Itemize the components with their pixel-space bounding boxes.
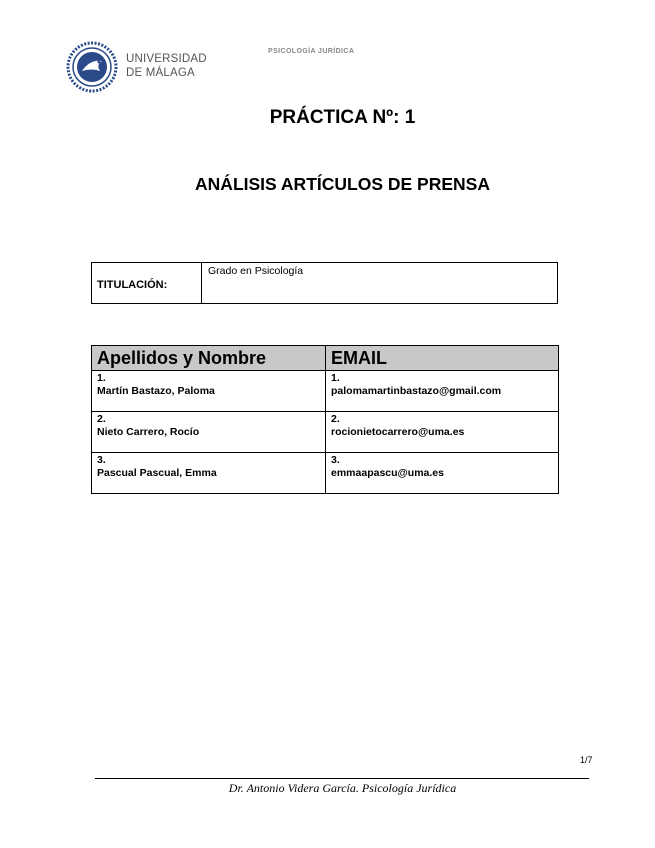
degree-table bbox=[91, 262, 558, 304]
university-name bbox=[126, 52, 207, 80]
degree-label-cell bbox=[92, 263, 202, 304]
university-line-2: DE MÁLAGA bbox=[126, 67, 195, 79]
header-subject: PSICOLOGÍA JURÍDICA bbox=[268, 48, 355, 55]
degree-label: TITULACIÓN: bbox=[97, 279, 168, 291]
footer-text: Dr. Antonio Videra García. Psicología Jurídica bbox=[228, 781, 457, 795]
member-number: 3. bbox=[97, 454, 106, 466]
member-name: Nieto Carrero, Rocío bbox=[97, 426, 200, 438]
header-name: Apellidos y Nombre bbox=[92, 346, 326, 371]
page-number: 1/7 bbox=[580, 755, 593, 765]
table-row bbox=[92, 412, 559, 453]
member-email-cell bbox=[326, 371, 559, 412]
header-email: EMAIL bbox=[326, 346, 559, 371]
members-header-row bbox=[92, 346, 559, 371]
university-seal-icon bbox=[66, 41, 118, 93]
members-table bbox=[91, 345, 559, 494]
member-email-cell bbox=[326, 453, 559, 494]
member-email-cell bbox=[326, 412, 559, 453]
degree-value: Grado en Psicología bbox=[202, 263, 558, 304]
member-name-cell bbox=[92, 371, 326, 412]
practice-title: PRÁCTICA Nº: 1 bbox=[269, 107, 416, 128]
email-number: 2. bbox=[331, 413, 340, 425]
member-name: Martín Bastazo, Paloma bbox=[97, 385, 215, 397]
footer-divider bbox=[95, 778, 589, 779]
member-name-cell bbox=[92, 412, 326, 453]
member-email: rocionietocarrero@uma.es bbox=[331, 426, 465, 438]
member-email: palomamartinbastazo@gmail.com bbox=[331, 385, 502, 397]
member-name: Pascual Pascual, Emma bbox=[97, 467, 217, 479]
member-name-cell bbox=[92, 453, 326, 494]
topic-title: ANÁLISIS ARTÍCULOS DE PRENSA bbox=[195, 174, 490, 194]
email-number: 1. bbox=[331, 372, 340, 384]
member-email: emmaapascu@uma.es bbox=[331, 467, 444, 479]
table-row bbox=[92, 453, 559, 494]
table-row bbox=[92, 371, 559, 412]
email-number: 3. bbox=[331, 454, 340, 466]
university-line-1: UNIVERSIDAD bbox=[126, 53, 207, 65]
member-number: 1. bbox=[97, 372, 106, 384]
member-number: 2. bbox=[97, 413, 106, 425]
